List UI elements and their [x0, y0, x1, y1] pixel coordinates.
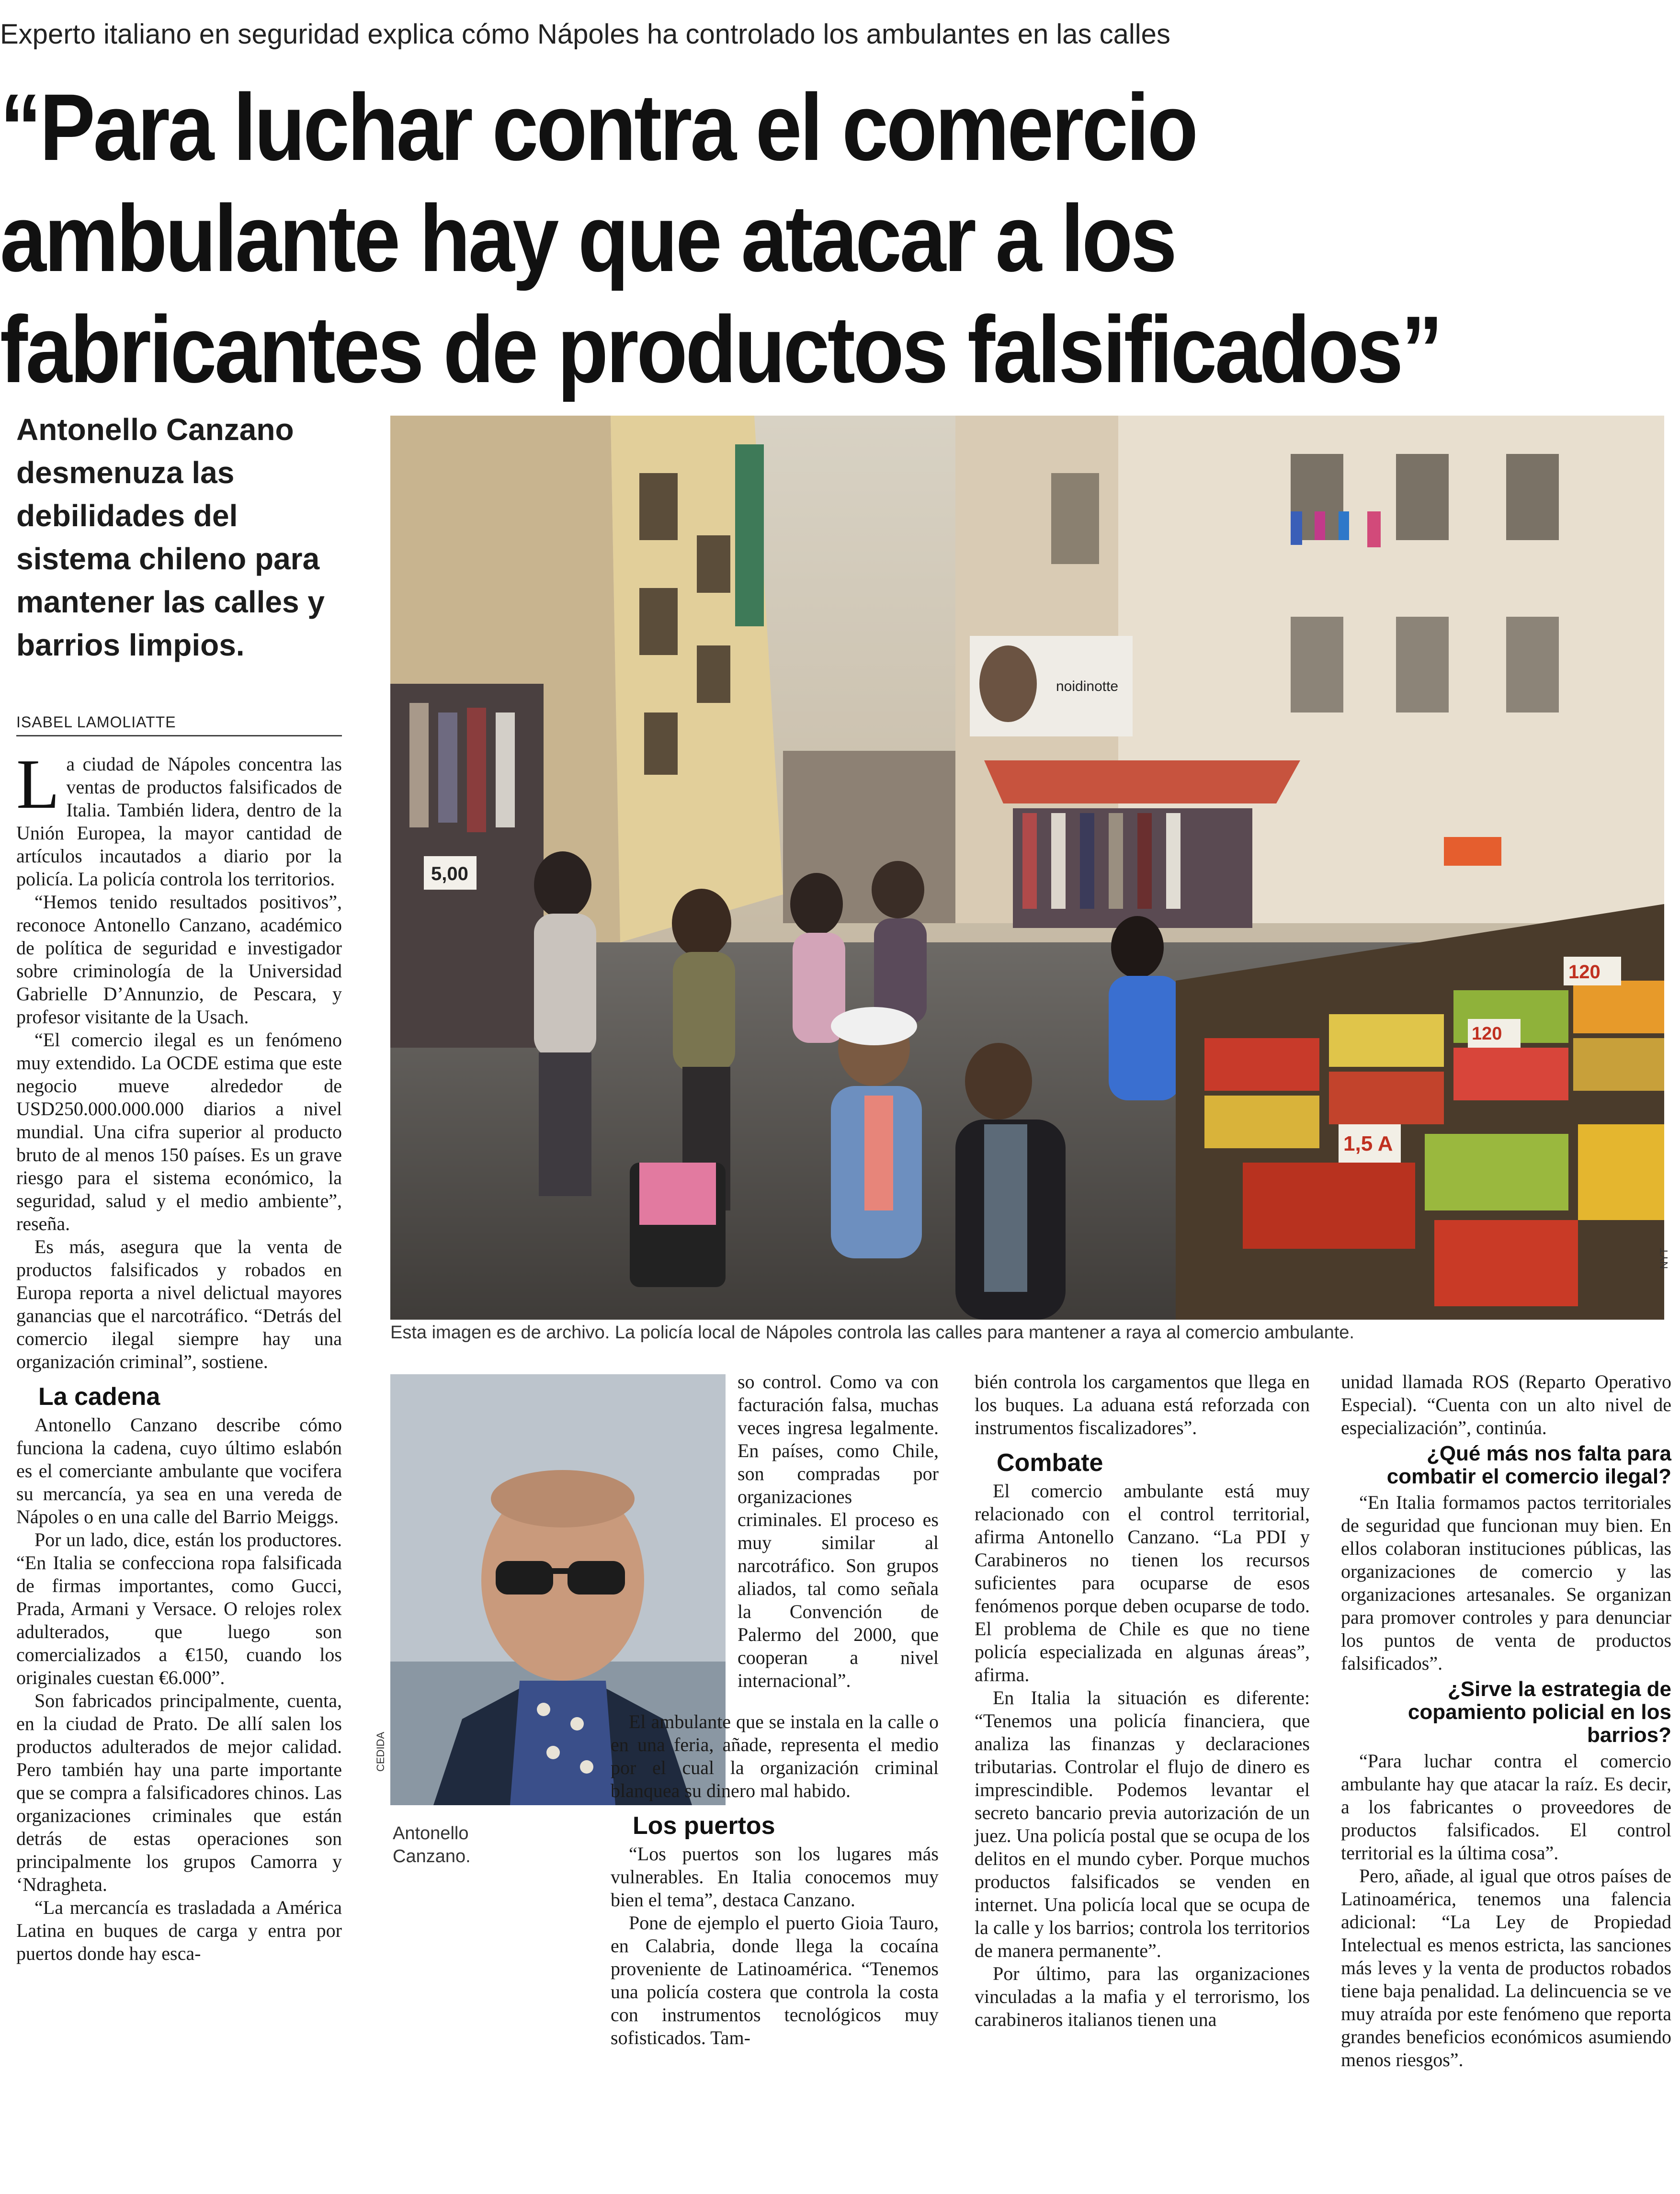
paragraph: “En Italia formamos pactos territoriales de seguridad que funcionan muy bien. En ellos colaboran instituciones públicas, las organizaciones de comercio y las organizaciones artesanales. Se organizan para promover controles y para denunciar los puntos de venta de productos falsificados”.: [1341, 1492, 1671, 1674]
paragraph: “La mercancía es trasladada a América Latina en buques de carga y entra por puertos donde hay esca-: [16, 1897, 342, 1964]
paragraph: “Para luchar contra el comercio ambulante hay que atacar la raíz. Es decir, a los fabricantes o proveedores de productos falsificados. El control territorial es la última cosa”.: [1341, 1750, 1671, 1864]
paragraph: “Hemos tenido resultados positivos”, reconoce Antonello Canzano, académico de política de seguridad e investigador sobre criminología de la Universidad Gabrielle D’Annunzio, de Pescara, y profesor visitante de la Usach.: [16, 891, 342, 1028]
section-subhead: La cadena: [38, 1383, 160, 1411]
headline: [0, 72, 1471, 405]
paragraph: El ambulante que se instala en la calle o en una feria, añade, representa el medio por el cual la organización criminal blanquea su dinero mal habido.: [611, 1711, 939, 1801]
paragraph: Por un lado, dice, están los productores. “En Italia se confecciona ropa falsificada de firmas importantes, como Gucci, Prada, Armani y Versace. O relojes rolex adulterados, que luego son comercializados a €150, cuando los originales cuestan €6.000”.: [16, 1529, 342, 1688]
article-column-4: [1341, 1370, 1671, 2071]
article-column-2: [611, 1710, 939, 2049]
billboard-text: noidinotte: [1056, 679, 1119, 694]
kicker: Experto italiano en seguridad explica cómo Nápoles ha controlado los ambulantes en las calles: [0, 19, 1170, 50]
paragraph: “Los puertos son los lugares más vulnerables. En Italia conocemos muy bien el tema”, destaca Canzano.: [611, 1843, 939, 1911]
article-column-3: [975, 1370, 1310, 2031]
byline: ISABEL LAMOLIATTE: [16, 713, 342, 736]
paragraph: “El comercio ilegal es un fenómeno muy extendido. La OCDE estima que este negocio mueve alrededor de USD250.000.000.000 diarios a nivel mundial. Una cifra superior al producto bruto de al menos 150 países. Es un grave riesgo para el sistema económico, la seguridad, salud y el medio ambiente”, reseña.: [16, 1029, 342, 1234]
paragraph: unidad llamada ROS (Reparto Operativo Especial). “Cuenta con un alto nivel de especialización”, continúa.: [1341, 1371, 1671, 1438]
section-subhead: Combate: [997, 1449, 1103, 1477]
market-scene-illustration: [390, 416, 1664, 1320]
section-subhead: Los puertos: [633, 1812, 775, 1840]
price-sign: 1,5 A: [1343, 1132, 1393, 1155]
deck: [16, 408, 380, 667]
photo-caption: Esta imagen es de archivo. La policía local de Nápoles controla las calles para mantener a raya al comercio ambulante.: [390, 1323, 1354, 1343]
paragraph: Pero, añade, al igual que otros países de Latinoamérica, tenemos una falencia adicional: “La Ley de Propiedad Intelectual es menos estricta, las sanciones más leves y la venta de productos robados tiene baja penalidad. La delincuencia se ve muy atraída por este fenómeno que reporta grandes beneficios económicos asumiendo menos riesgos”.: [1341, 1865, 1671, 2070]
question-heading: ¿Sirve la estrategia de copamiento policial en los barrios?: [1408, 1677, 1671, 1747]
deck-line: barrios limpios.: [16, 628, 245, 662]
article-column-1: [16, 745, 342, 1965]
paragraph: Es más, asegura que la venta de productos falsificados y robados en Europa reporta a nivel delictual mayores ganancias que el narcotráfico. “Detrás del comercio ilegal siempre hay una organización criminal”, sostiene.: [16, 1236, 342, 1372]
headline-line: “Para luchar contra el comercio: [0, 74, 1196, 180]
price-sign: 5,00: [431, 863, 468, 884]
main-photo: [390, 416, 1664, 1320]
drop-cap: L: [16, 745, 60, 824]
deck-line: desmenuza las: [16, 455, 235, 490]
deck-line: debilidades del: [16, 498, 238, 533]
deck-line: mantener las calles y: [16, 585, 325, 619]
question-heading: ¿Qué más nos falta para combatir el comercio ilegal?: [1386, 1442, 1671, 1488]
article-column-2-top: [738, 1370, 939, 1692]
price-sign: 120: [1568, 961, 1601, 983]
paragraph: so control. Como va con facturación falsa, muchas veces ingresa legalmente. En países, como Chile, son compradas por organizaciones criminales. El proceso es muy similar al narcotráfico. Son grupos aliados, tal como señala la Convención de Palermo del 2000, que cooperan a nivel internacional”.: [738, 1371, 939, 1691]
portrait-credit: CEDIDA: [375, 1731, 386, 1772]
paragraph: Pone de ejemplo el puerto Gioia Tauro, en Calabria, donde llega la cocaína proveniente de Latinoamérica. “Tenemos una policía costera que controla la costa con instrumentos tecnológicos muy sofisticados. Tam-: [611, 1912, 939, 2048]
price-sign: 120: [1472, 1024, 1502, 1044]
headline-line: fabricantes de productos falsificados”: [0, 296, 1441, 402]
portrait-caption: Antonello Canzano.: [393, 1823, 471, 1866]
paragraph: a ciudad de Nápoles concentra las ventas de productos falsificados de Italia. También lidera, dentro de la Unión Europea, la mayor cantidad de artículos incautados a diario por la policía. La policía controla los territorios.: [16, 753, 342, 890]
paragraph: Por último, para las organizaciones vinculadas a la mafia y el terrorismo, los carabineros italianos tienen una: [975, 1963, 1310, 2030]
deck-line: sistema chileno para: [16, 542, 320, 576]
deck-line: Antonello Canzano: [16, 412, 294, 447]
paragraph: En Italia la situación es diferente: “Tenemos una policía financiera, que analiza las finanzas y declaraciones tributarias. Controlar el flujo de dinero es imprescindible. Podemos levantar el secreto bancario previa autorización de un juez. Una policía postal que se ocupa de los delitos en el mundo cyber. Porque muchos productos falsificados se venden en internet. Una policía local que se ocupa de la calle y los barrios; controla los territorios de manera permanente”.: [975, 1687, 1310, 1961]
headline-line: ambulante hay que atacar a los: [0, 185, 1175, 291]
paragraph: Antonello Canzano describe cómo funciona la cadena, cuyo último eslabón es el comerciante ambulante que vocifera su mercancía, ya sea en una vereda de Nápoles o en una calle del Barrio Meiggs.: [16, 1414, 342, 1527]
photo-credit: NYT: [1658, 1248, 1670, 1269]
paragraph: bién controla los cargamentos que llega en los buques. La aduana está reforzada con instrumentos fiscalizadores”.: [975, 1371, 1310, 1438]
paragraph: Son fabricados principalmente, cuenta, en la ciudad de Prato. De allí salen los productos adulterados de mejor calidad. Pero también hay una parte importante que se compra a falsificadores chinos. Las organizaciones criminales que están detrás de estas operaciones son principalmente los grupos Camorra y ‘Ndragheta.: [16, 1690, 342, 1895]
paragraph: El comercio ambulante está muy relacionado con el control territorial, afirma Antonello Canzano. “La PDI y Carabineros no tienen los recursos suficientes para ocuparse de esos fenómenos porque deben ocuparse de todo. El problema de Chile es que no tiene policía especializada en algunas áreas”, afirma.: [975, 1480, 1310, 1685]
